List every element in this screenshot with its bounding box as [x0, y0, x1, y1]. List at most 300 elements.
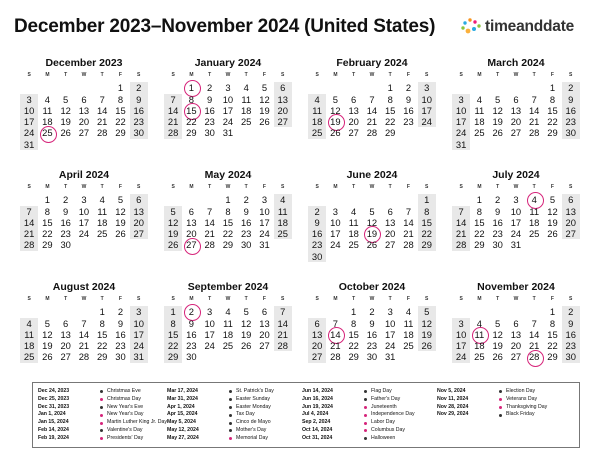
- day-cell: 6: [261, 306, 268, 318]
- day-cell: 5: [164, 206, 182, 217]
- holiday-legend: [32, 382, 580, 448]
- day-cell: 19: [240, 328, 252, 340]
- day-cell: 5: [495, 93, 501, 105]
- day-cell: 5: [243, 306, 249, 318]
- month-title: October 2024: [338, 281, 406, 293]
- day-cell: 28: [452, 239, 470, 250]
- bullet-icon: [229, 414, 232, 417]
- day-cell: 15: [418, 217, 436, 228]
- day-cell: 18: [274, 217, 292, 228]
- day-cell: 15: [115, 104, 126, 116]
- day-cell: 22: [164, 340, 182, 351]
- day-cell: 9: [188, 317, 194, 329]
- day-cell: 31: [20, 139, 38, 150]
- day-cell: 13: [60, 328, 71, 340]
- day-cell: 5: [369, 205, 375, 217]
- day-cell: 2: [495, 194, 501, 206]
- legend-item: [302, 411, 415, 419]
- day-cell: 30: [130, 127, 148, 138]
- legend-column: [437, 388, 547, 419]
- day-cell: 6: [513, 317, 519, 329]
- month-june-2024: [308, 168, 436, 262]
- day-cell: 1: [99, 306, 105, 318]
- month-days-grid: [20, 71, 148, 150]
- empty-cell: [308, 306, 326, 317]
- day-cell: 20: [562, 217, 580, 228]
- month-days-grid: [308, 295, 436, 363]
- day-cell: 29: [384, 127, 396, 139]
- day-cell: 15: [164, 329, 182, 340]
- day-cell: 16: [115, 328, 126, 340]
- day-cell: 1: [225, 194, 231, 206]
- day-cell: 13: [348, 104, 359, 116]
- empty-cell: [381, 194, 399, 205]
- day-cell: 2: [117, 306, 124, 318]
- day-cell: 13: [78, 104, 90, 116]
- day-cell: 26: [418, 340, 436, 351]
- holiday-day-cell: 19: [326, 116, 344, 127]
- day-cell: 23: [403, 116, 414, 128]
- empty-cell: [93, 82, 111, 93]
- day-cell: 26: [330, 127, 341, 139]
- bullet-icon: [499, 390, 502, 393]
- bullet-icon: [100, 398, 103, 401]
- weekday-label: S: [569, 72, 573, 78]
- weekday-label: M: [477, 184, 482, 190]
- empty-cell: [57, 82, 75, 93]
- month-august-2024: [20, 280, 148, 363]
- day-cell: 2: [562, 82, 580, 93]
- month-title: September 2024: [187, 281, 269, 293]
- bullet-icon: [100, 414, 103, 417]
- day-cell: 20: [259, 328, 270, 340]
- day-cell: 12: [42, 328, 53, 340]
- legend-date: Apr 15, 2024: [167, 411, 198, 418]
- day-cell: 14: [204, 216, 215, 228]
- empty-cell: [489, 306, 507, 317]
- day-cell: 6: [308, 318, 326, 329]
- day-cell: 29: [115, 127, 126, 139]
- day-cell: 30: [308, 251, 326, 262]
- empty-cell: [363, 194, 381, 205]
- day-cell: 1: [44, 194, 50, 206]
- weekday-label: S: [281, 72, 285, 78]
- day-cell: 16: [60, 216, 71, 228]
- day-cell: 22: [547, 340, 558, 352]
- weekday-label: S: [171, 296, 175, 302]
- legend-item: [167, 404, 274, 412]
- day-cell: 15: [384, 104, 396, 116]
- day-cell: 25: [240, 116, 252, 128]
- day-cell: 23: [130, 116, 148, 127]
- day-cell: 21: [274, 329, 292, 340]
- day-cell: 8: [99, 317, 105, 329]
- empty-cell: [201, 194, 219, 205]
- day-cell: 30: [186, 351, 197, 363]
- day-cell: 21: [204, 228, 215, 240]
- empty-cell: [452, 306, 470, 317]
- day-cell: 31: [510, 239, 522, 251]
- day-cell: 25: [222, 340, 234, 352]
- empty-cell: [20, 82, 38, 93]
- weekday-label: S: [137, 296, 141, 302]
- day-cell: 19: [60, 116, 71, 128]
- day-cell: 2: [562, 306, 580, 317]
- day-cell: 15: [42, 216, 53, 228]
- day-cell: 30: [562, 127, 580, 138]
- day-cell: 8: [476, 205, 482, 217]
- day-cell: 23: [562, 116, 580, 127]
- legend-item: [38, 427, 167, 435]
- day-cell: 14: [78, 328, 90, 340]
- day-cell: 28: [164, 127, 182, 138]
- day-cell: 24: [330, 239, 341, 251]
- day-cell: 22: [547, 116, 558, 128]
- weekday-label: M: [333, 184, 338, 190]
- day-cell: 31: [259, 239, 270, 251]
- day-cell: 25: [348, 239, 359, 251]
- empty-cell: [57, 306, 75, 317]
- bullet-icon: [364, 414, 367, 417]
- bullet-icon: [229, 429, 232, 432]
- day-cell: 1: [117, 82, 124, 94]
- day-cell: 3: [513, 194, 519, 206]
- weekday-label: M: [45, 184, 50, 190]
- empty-cell: [308, 82, 326, 93]
- day-cell: 31: [130, 351, 148, 362]
- day-cell: 4: [405, 306, 412, 318]
- day-cell: 11: [97, 205, 108, 217]
- day-cell: 2: [207, 82, 213, 94]
- day-cell: 26: [240, 340, 252, 352]
- day-cell: 2: [63, 194, 69, 206]
- day-cell: 21: [452, 228, 470, 239]
- day-cell: 8: [549, 317, 556, 329]
- weekday-label: T: [100, 184, 104, 190]
- day-cell: 26: [492, 127, 503, 139]
- empty-cell: [507, 82, 525, 93]
- day-cell: 1: [476, 194, 482, 206]
- day-cell: 23: [186, 340, 197, 352]
- day-cell: 24: [204, 340, 215, 352]
- day-cell: 26: [60, 127, 71, 139]
- day-cell: 4: [225, 306, 231, 318]
- day-cell: 6: [351, 93, 357, 105]
- day-cell: 4: [476, 317, 482, 329]
- weekday-label: T: [100, 72, 104, 78]
- day-cell: 5: [495, 317, 501, 329]
- day-cell: 12: [492, 328, 503, 340]
- day-cell: 17: [222, 104, 234, 116]
- day-cell: 28: [204, 239, 215, 251]
- weekday-label: T: [64, 296, 68, 302]
- day-cell: 28: [330, 351, 341, 363]
- day-cell: 12: [164, 217, 182, 228]
- day-cell: 6: [274, 82, 292, 93]
- legend-holiday-name: Cinco de Mayo: [236, 419, 271, 426]
- empty-cell: [38, 306, 56, 317]
- day-cell: 12: [492, 104, 503, 116]
- legend-holiday-name: New Year's Eve: [107, 403, 144, 410]
- legend-item: [38, 419, 167, 427]
- day-cell: 24: [78, 228, 90, 240]
- day-cell: 30: [492, 239, 503, 251]
- weekday-label: S: [315, 72, 319, 78]
- day-cell: 13: [130, 206, 148, 217]
- logo[interactable]: [460, 17, 574, 37]
- day-cell: 10: [204, 317, 215, 329]
- day-cell: 29: [474, 239, 485, 251]
- day-cell: 3: [225, 82, 231, 94]
- day-cell: 7: [332, 317, 338, 329]
- month-january-2024: [164, 56, 292, 139]
- holiday-day-cell: 11: [470, 329, 488, 340]
- weekday-label: T: [388, 72, 392, 78]
- day-cell: 11: [223, 317, 233, 329]
- day-cell: 3: [81, 194, 87, 206]
- day-cell: 11: [529, 205, 540, 217]
- day-cell: 15: [547, 328, 558, 340]
- day-cell: 27: [78, 127, 90, 139]
- day-cell: 17: [259, 216, 270, 228]
- empty-cell: [470, 82, 488, 93]
- day-cell: 28: [403, 239, 414, 251]
- day-cell: 22: [186, 116, 197, 128]
- day-cell: 24: [130, 340, 148, 351]
- day-cell: 16: [366, 328, 378, 340]
- weekday-label: F: [118, 296, 122, 302]
- weekday-label: F: [262, 72, 266, 78]
- legend-holiday-name: Mother's Day: [236, 426, 267, 433]
- day-cell: 10: [452, 329, 470, 340]
- day-cell: 14: [274, 318, 292, 329]
- day-cell: 18: [474, 340, 485, 352]
- empty-cell: [326, 82, 344, 93]
- day-cell: 3: [261, 194, 268, 206]
- day-cell: 3: [452, 318, 470, 329]
- day-cell: 10: [452, 105, 470, 116]
- day-cell: 1: [387, 82, 393, 94]
- day-cell: 23: [204, 116, 215, 128]
- day-cell: 27: [510, 351, 522, 363]
- weekday-label: W: [225, 72, 231, 78]
- day-cell: 9: [369, 317, 375, 329]
- day-cell: 24: [510, 228, 522, 240]
- legend-date: Oct 14, 2024: [302, 426, 333, 433]
- empty-cell: [20, 194, 38, 205]
- empty-cell: [525, 306, 543, 317]
- legend-date: May 5, 2024: [167, 419, 196, 426]
- month-title: May 2024: [204, 169, 252, 181]
- day-cell: 18: [474, 116, 485, 128]
- weekday-label: F: [262, 184, 266, 190]
- day-cell: 22: [115, 116, 126, 128]
- weekday-label: F: [118, 184, 122, 190]
- day-cell: 25: [403, 340, 414, 352]
- month-november-2024: [452, 280, 580, 363]
- legend-date: Feb 19, 2024: [38, 434, 69, 441]
- day-cell: 7: [20, 206, 38, 217]
- empty-cell: [164, 194, 182, 205]
- weekday-label: T: [532, 72, 536, 78]
- day-cell: 27: [259, 340, 270, 352]
- day-cell: 18: [348, 228, 359, 240]
- day-cell: 27: [510, 127, 522, 139]
- day-cell: 11: [42, 104, 53, 116]
- weekday-label: F: [118, 72, 122, 78]
- legend-date: Jun 19, 2024: [302, 403, 333, 410]
- day-cell: 22: [42, 228, 53, 240]
- weekday-label: W: [513, 184, 519, 190]
- day-cell: 22: [474, 228, 485, 240]
- day-cell: 7: [452, 206, 470, 217]
- day-cell: 5: [332, 93, 338, 105]
- legend-date: Jan 15, 2024: [38, 419, 69, 426]
- day-cell: 25: [474, 351, 485, 363]
- day-cell: 24: [384, 340, 396, 352]
- weekday-label: W: [513, 72, 519, 78]
- weekday-label: T: [532, 184, 536, 190]
- legend-holiday-name: Memorial Day: [236, 434, 268, 441]
- day-cell: 21: [528, 340, 540, 352]
- legend-item: [302, 435, 415, 443]
- day-cell: 10: [78, 205, 90, 217]
- legend-holiday-name: Father's Day: [371, 395, 401, 402]
- day-cell: 14: [20, 217, 38, 228]
- day-cell: 3: [387, 306, 393, 318]
- month-title: January 2024: [194, 57, 262, 69]
- day-cell: 17: [384, 328, 396, 340]
- empty-cell: [326, 306, 344, 317]
- weekday-label: F: [406, 184, 410, 190]
- day-cell: 29: [222, 239, 234, 251]
- day-cell: 14: [366, 104, 378, 116]
- day-cell: 26: [366, 239, 378, 251]
- weekday-label: W: [369, 72, 375, 78]
- page-title: December 2023–November 2024 (United States): [14, 16, 436, 37]
- day-cell: 3: [452, 94, 470, 105]
- month-title: December 2023: [45, 57, 123, 69]
- legend-holiday-name: New Year's Day: [107, 411, 144, 418]
- day-cell: 3: [20, 94, 38, 105]
- day-cell: 29: [547, 127, 558, 139]
- day-cell: 23: [308, 239, 326, 250]
- legend-item: [167, 411, 274, 419]
- legend-item: [38, 404, 167, 412]
- legend-date: Nov 5, 2024: [437, 388, 466, 394]
- day-cell: 12: [60, 104, 71, 116]
- weekday-label: S: [171, 72, 175, 78]
- day-cell: 14: [403, 216, 414, 228]
- day-cell: 9: [243, 205, 249, 217]
- weekday-label: S: [137, 184, 141, 190]
- legend-holiday-name: Thanksgiving Day: [506, 403, 548, 410]
- weekday-label: M: [189, 184, 194, 190]
- day-cell: 12: [259, 93, 270, 105]
- day-cell: 20: [274, 105, 292, 116]
- day-cell: 20: [78, 116, 90, 128]
- day-cell: 8: [387, 93, 393, 105]
- month-october-2024: [308, 280, 436, 363]
- bullet-icon: [499, 414, 502, 417]
- day-cell: 18: [403, 328, 414, 340]
- day-cell: 3: [207, 306, 213, 318]
- legend-item: [302, 419, 415, 427]
- empty-cell: [182, 194, 200, 205]
- empty-cell: [507, 306, 525, 317]
- month-days-grid: [308, 183, 436, 262]
- day-cell: 7: [531, 93, 537, 105]
- day-cell: 1: [351, 306, 357, 318]
- day-cell: 12: [115, 205, 126, 217]
- day-cell: 13: [384, 216, 396, 228]
- legend-holiday-name: Veterans Day: [506, 395, 538, 402]
- empty-cell: [75, 306, 93, 317]
- day-cell: 16: [240, 216, 252, 228]
- day-cell: 12: [418, 318, 436, 329]
- day-cell: 24: [452, 351, 470, 362]
- legend-date: May 27, 2024: [167, 434, 199, 441]
- weekday-label: T: [100, 296, 104, 302]
- day-cell: 6: [63, 317, 69, 329]
- day-cell: 15: [348, 328, 359, 340]
- bullet-icon: [364, 422, 367, 425]
- legend-item: [38, 435, 167, 443]
- weekday-label: S: [425, 72, 429, 78]
- day-cell: 8: [188, 93, 194, 105]
- day-cell: 8: [351, 317, 357, 329]
- month-days-grid: [452, 183, 580, 251]
- empty-cell: [326, 194, 344, 205]
- day-cell: 22: [96, 340, 108, 352]
- day-cell: 21: [528, 116, 540, 128]
- day-cell: 19: [492, 116, 503, 128]
- day-cell: 9: [130, 94, 148, 105]
- legend-item: [38, 396, 167, 404]
- day-cell: 13: [510, 328, 522, 340]
- day-cell: 17: [510, 216, 522, 228]
- month-title: July 2024: [492, 169, 540, 181]
- weekday-label: S: [27, 184, 31, 190]
- bullet-icon: [100, 437, 103, 440]
- day-cell: 13: [274, 94, 292, 105]
- holiday-day-cell: 4: [525, 194, 543, 205]
- day-cell: 8: [164, 318, 182, 329]
- day-cell: 19: [418, 329, 436, 340]
- day-cell: 23: [115, 340, 126, 352]
- weekday-label: T: [244, 184, 248, 190]
- day-cell: 17: [452, 340, 470, 351]
- weekday-label: T: [532, 296, 536, 302]
- day-cell: 29: [186, 127, 197, 139]
- month-title: June 2024: [346, 169, 398, 181]
- day-cell: 6: [188, 205, 194, 217]
- day-cell: 4: [44, 93, 50, 105]
- legend-date: Mar 17, 2024: [167, 388, 198, 394]
- weekday-label: S: [459, 72, 463, 78]
- day-cell: 7: [405, 205, 412, 217]
- day-cell: 29: [96, 351, 108, 363]
- day-cell: 19: [492, 340, 503, 352]
- day-cell: 9: [562, 94, 580, 105]
- month-days-grid: [452, 71, 580, 150]
- legend-holiday-name: Black Friday: [506, 411, 535, 418]
- day-cell: 9: [405, 93, 412, 105]
- day-cell: 2: [130, 82, 148, 93]
- day-cell: 1: [418, 194, 436, 205]
- day-cell: 9: [495, 205, 501, 217]
- day-cell: 9: [207, 93, 213, 105]
